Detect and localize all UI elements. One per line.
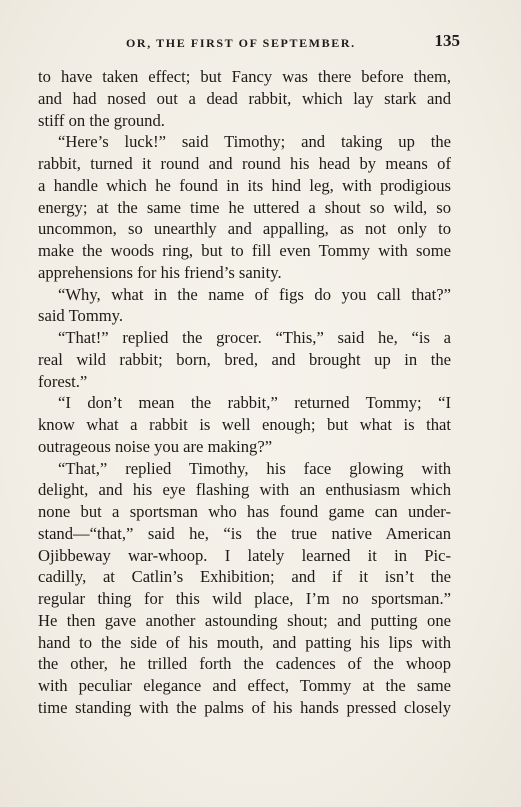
text-line: outrageous noise you are making?” [38,436,273,456]
text-line: stand—“that,” said he, “is the true native American [38,523,451,543]
text-line: know what a rabbit is well enough; but what is that [38,415,451,434]
text-line: time standing with the palms of his hands pressed closely [38,697,451,717]
text-line: a handle which he found in its hind leg, with prodigious [38,175,451,195]
text-line: “Here’s luck!” said Timothy; and taking up the [58,132,451,152]
text-line: to have taken effect; but Fancy was there before them, [38,67,451,86]
text-line: energy; at the same time he uttered a shout so wild, so [38,197,451,217]
text-line: the other, he trilled forth the cadences of the whoop [38,654,451,674]
text-line: hand to the side of his mouth, and patting his lips with [38,632,451,652]
text-line: Ojibbeway war-whoop. I lately learned it in Pic- [38,545,451,565]
text-line: “That,” replied Timothy, his face glowing with [58,458,451,478]
text-line: “That!” replied the grocer. “This,” said he, “is a [58,328,451,347]
page-number: 135 [434,31,460,50]
text-line: delight, and his eye flashing with an enthusiasm which [38,480,451,500]
body-text [38,66,451,719]
text-line: stiff on the ground. [38,110,165,130]
text-line: rabbit, turned it round and round his head by means of [38,154,451,173]
page-header [40,30,460,56]
text-line: apprehensions for his friend’s sanity. [38,262,282,282]
text-line: said Tommy. [38,306,124,326]
text-line: and had nosed out a dead rabbit, which lay stark and [38,88,451,108]
text-line: forest.” [38,371,88,391]
text-line: uncommon, so unearthly and appalling, as not only to [38,219,451,239]
text-line: make the woods ring, but to fill even Tommy with some [38,241,451,260]
text-line: with peculiar elegance and effect, Tommy at the same [38,676,451,695]
text-line: “I don’t mean the rabbit,” returned Tommy; “I [58,393,451,413]
text-line: real wild rabbit; born, bred, and brought up in the [38,349,451,369]
text-line: “Why, what in the name of figs do you call that?” [58,284,451,304]
text-line: He then gave another astounding shout; and putting one [38,610,451,630]
text-line: none but a sportsman who has found game can under- [38,502,451,521]
text-line: regular thing for this wild place, I’m no sportsman.” [38,589,451,608]
text-line: cadilly, at Catlin’s Exhibition; and if it isn’t the [38,567,451,587]
running-title: OR, THE FIRST OF SEPTEMBER. [126,36,356,50]
